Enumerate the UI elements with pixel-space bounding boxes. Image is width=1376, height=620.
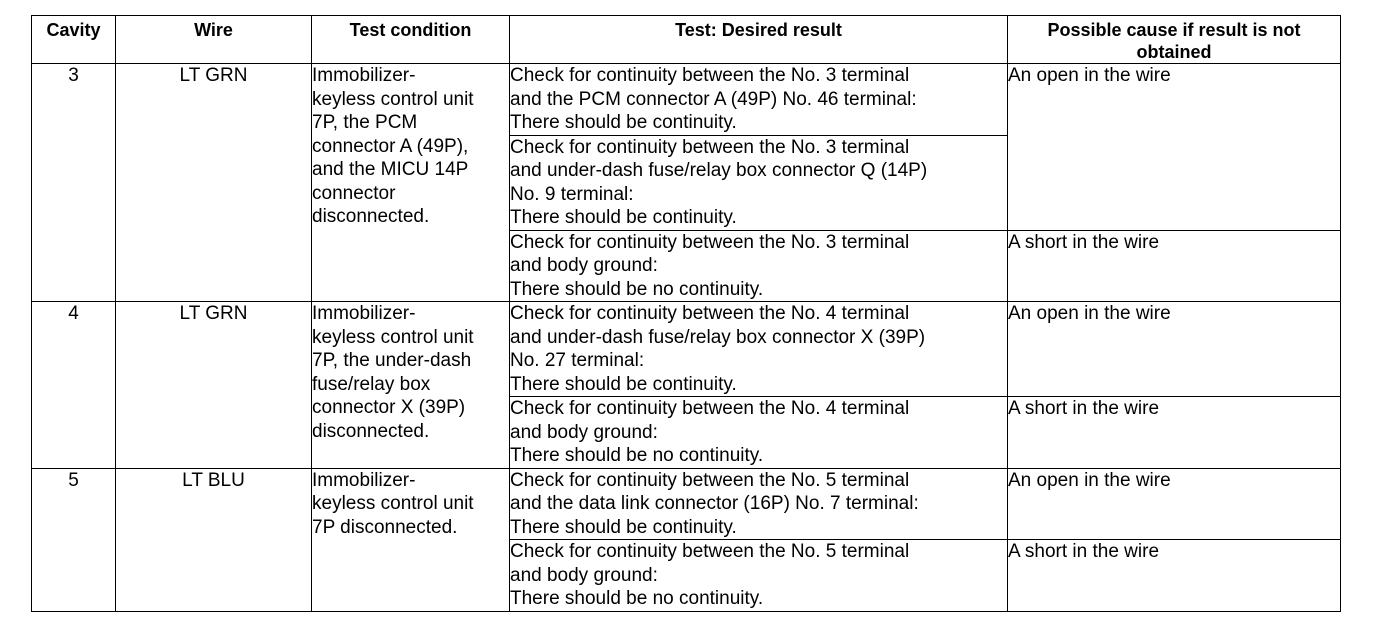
desired-result-cell: Check for continuity between the No. 4 terminal and under-dash fuse/relay box connector X (39P) No. 27 terminal: There should be continuity. [510,302,1008,397]
possible-cause-cell: A short in the wire [1008,397,1341,469]
diagnosis-table [31,15,1341,612]
cavity-cell: 5 [32,468,116,611]
test-condition-cell: Immobilizer- keyless control unit 7P, the PCM connector A (49P), and the MICU 14P connector disconnected. [312,64,510,302]
header-cavity: Cavity [32,16,116,64]
possible-cause-cell: An open in the wire [1008,64,1341,231]
cavity-cell: 4 [32,302,116,469]
desired-result-cell: Check for continuity between the No. 3 terminal and under-dash fuse/relay box connector Q (14P) No. 9 terminal: There should be continuity. [510,135,1008,230]
desired-result-cell: Check for continuity between the No. 5 terminal and the data link connector (16P) No. 7 terminal: There should be continuity. [510,468,1008,540]
header-desired-result: Test: Desired result [510,16,1008,64]
desired-result-cell: Check for continuity between the No. 3 terminal and the PCM connector A (49P) No. 46 terminal: There should be continuity. [510,64,1008,136]
table-row [32,64,1341,136]
desired-result-cell: Check for continuity between the No. 3 terminal and body ground: There should be no continuity. [510,230,1008,302]
desired-result-cell: Check for continuity between the No. 4 terminal and body ground: There should be no continuity. [510,397,1008,469]
possible-cause-cell: A short in the wire [1008,540,1341,612]
table-row [32,302,1341,397]
possible-cause-cell: A short in the wire [1008,230,1341,302]
table-row [32,468,1341,540]
wire-cell: LT GRN [116,302,312,469]
header-possible-cause: Possible cause if result is not obtained [1008,16,1341,64]
test-condition-cell: Immobilizer- keyless control unit 7P, the under-dash fuse/relay box connector X (39P) disconnected. [312,302,510,469]
wire-cell: LT BLU [116,468,312,611]
desired-result-cell: Check for continuity between the No. 5 terminal and body ground: There should be no continuity. [510,540,1008,612]
wire-cell: LT GRN [116,64,312,302]
header-row [32,16,1341,64]
cavity-cell: 3 [32,64,116,302]
header-test-condition: Test condition [312,16,510,64]
possible-cause-cell: An open in the wire [1008,468,1341,540]
possible-cause-cell: An open in the wire [1008,302,1341,397]
header-wire: Wire [116,16,312,64]
test-condition-cell: Immobilizer- keyless control unit 7P disconnected. [312,468,510,611]
